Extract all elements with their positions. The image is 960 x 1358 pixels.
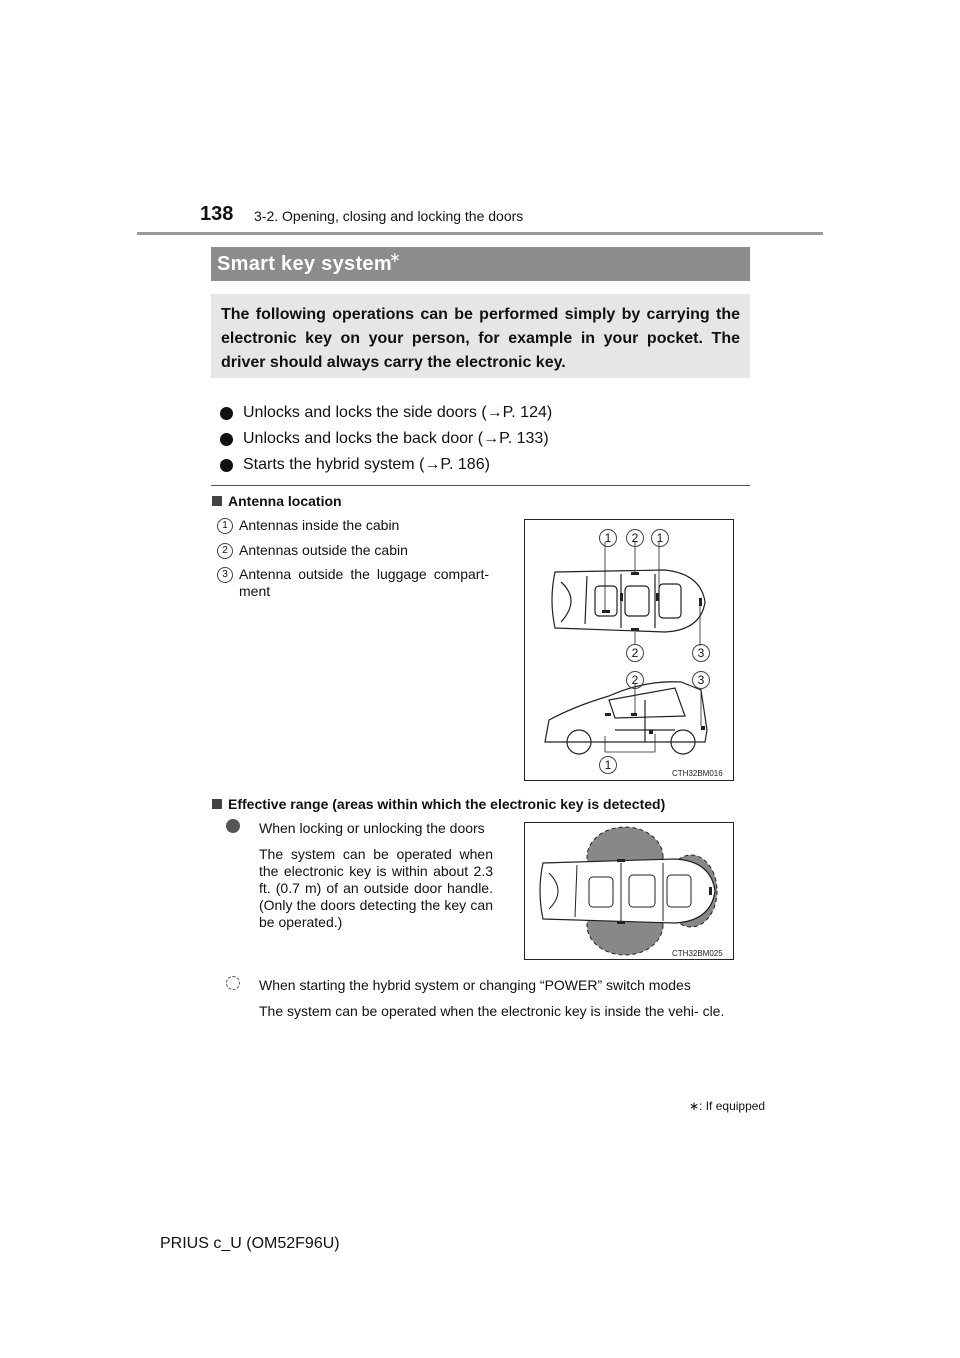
lock-title: When locking or unlocking the doors xyxy=(259,820,485,836)
page-title: Smart key system xyxy=(217,253,392,275)
callout-3: 3 xyxy=(692,644,710,662)
list-item: Unlocks and locks the back door (→P. 133) xyxy=(220,426,552,452)
callout-1: 1 xyxy=(651,529,669,547)
bullet-icon xyxy=(220,433,233,446)
number-circle-icon: 3 xyxy=(217,567,233,583)
antenna-item-2: 2 Antennas outside the cabin xyxy=(217,542,489,559)
feature-list xyxy=(220,400,552,478)
callout-1: 1 xyxy=(599,529,617,547)
list-item: Starts the hybrid system (→P. 186) xyxy=(220,452,552,478)
antenna-location-figure xyxy=(524,519,734,781)
square-bullet-icon xyxy=(212,496,222,506)
list-item: Unlocks and locks the side doors (→P. 124) xyxy=(220,400,552,426)
antenna-item-3: 3 Antenna outside the luggage compart- ment xyxy=(217,566,489,600)
antenna-item-1: 1 Antennas inside the cabin xyxy=(217,517,489,534)
figure-code: CTH32BM025 xyxy=(672,949,723,958)
number-circle-icon: 2 xyxy=(217,543,233,559)
if-equipped-mark: ∗ xyxy=(389,249,401,265)
callout-2: 2 xyxy=(626,671,644,689)
range-heading: Effective range (areas within which the electronic key is detected) xyxy=(212,796,665,812)
effective-range-figure xyxy=(524,822,734,960)
section-title: 3-2. Opening, closing and locking the doors xyxy=(254,208,524,224)
start-title: When starting the hybrid system or changing “POWER” switch modes xyxy=(259,977,691,993)
section-divider xyxy=(211,485,750,486)
bullet-icon xyxy=(220,459,233,472)
page-number: 138 xyxy=(200,203,234,225)
callout-1: 1 xyxy=(599,756,617,774)
dark-zone-legend-icon xyxy=(226,819,240,833)
dashed-zone-legend-icon xyxy=(226,976,240,990)
car-range-diagram xyxy=(525,823,733,959)
intro-box xyxy=(211,294,750,378)
figure-code: CTH32BM016 xyxy=(672,769,723,778)
footnote: ∗: If equipped xyxy=(689,1099,766,1113)
antenna-heading: Antenna location xyxy=(212,493,342,509)
callout-2: 2 xyxy=(626,529,644,547)
lock-text: The system can be operated when the electronic key is within about 2.3 ft. (0.7 m) of an outside door handle. (Only the doors detecting the key can be operated.) xyxy=(259,846,493,930)
title-bar xyxy=(211,247,750,281)
square-bullet-icon xyxy=(212,799,222,809)
header-rule xyxy=(137,232,823,235)
bullet-icon xyxy=(220,407,233,420)
start-text: The system can be operated when the electronic key is inside the vehi- cle. xyxy=(259,1003,725,1019)
callout-3: 3 xyxy=(692,671,710,689)
intro-text: The following operations can be performed simply by carrying the electronic key on your person, for example in your pocket. The driver should always carry the electronic key. xyxy=(221,306,740,371)
number-circle-icon: 1 xyxy=(217,518,233,534)
manual-model-footer: PRIUS c_U (OM52F96U) xyxy=(160,1235,340,1252)
callout-2: 2 xyxy=(626,644,644,662)
